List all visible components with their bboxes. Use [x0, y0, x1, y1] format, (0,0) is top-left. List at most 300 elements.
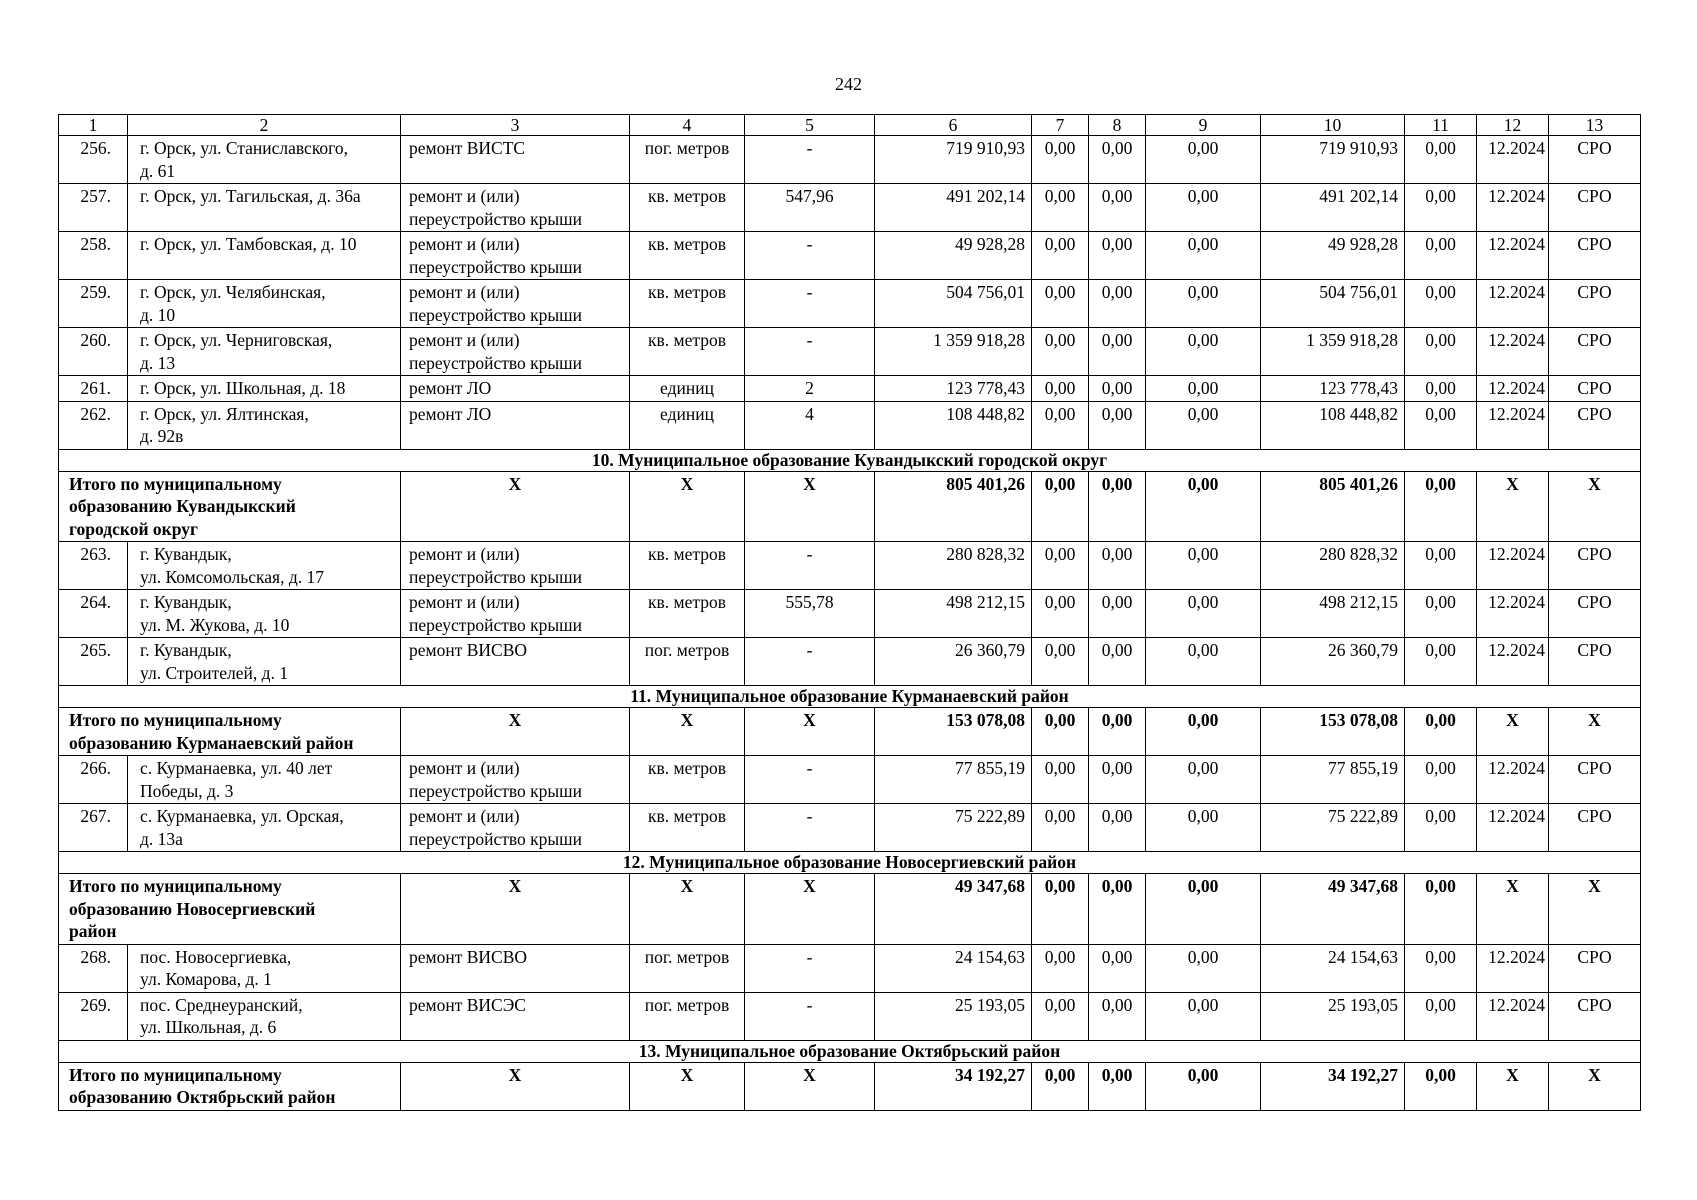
value-cell: 498 212,15	[1261, 590, 1405, 638]
value-cell: 0,00	[1405, 280, 1477, 328]
address	[128, 328, 401, 376]
value-cell: 0,00	[1032, 804, 1089, 852]
value-cell: 0,00	[1405, 638, 1477, 686]
x-mark: Х	[745, 708, 875, 756]
work-type-line: переустройство крыши	[409, 304, 582, 325]
value-cell: 0,00	[1032, 376, 1089, 402]
x-mark: Х	[1477, 874, 1549, 945]
table-row	[59, 992, 1641, 1040]
x-mark: Х	[630, 1062, 745, 1110]
row-number: 263.	[59, 542, 128, 590]
repair-method: СРО	[1549, 542, 1641, 590]
completion-date: 12.2024	[1477, 542, 1549, 590]
value-cell: 0,00	[1089, 136, 1146, 184]
address-line: д. 10	[140, 304, 176, 325]
value-cell: 0,00	[1089, 376, 1146, 402]
unit: пог. метров	[630, 136, 745, 184]
section-header-row	[59, 852, 1641, 874]
completion-date: 12.2024	[1477, 136, 1549, 184]
value-cell: 108 448,82	[1261, 401, 1405, 449]
value-cell: 34 192,27	[1261, 1062, 1405, 1110]
row-number: 269.	[59, 992, 128, 1040]
unit: кв. метров	[630, 232, 745, 280]
repair-method: СРО	[1549, 992, 1641, 1040]
value-cell: 75 222,89	[1261, 804, 1405, 852]
total-cost: 49 928,28	[875, 232, 1032, 280]
work-type	[401, 590, 630, 638]
value-cell: 0,00	[1146, 376, 1261, 402]
address-line: Победы, д. 3	[140, 780, 234, 801]
work-type-line: ремонт и (или)	[409, 234, 520, 254]
subtotal-label-line: образованию Новосергиевский	[69, 898, 316, 919]
table-row	[59, 542, 1641, 590]
x-mark: Х	[630, 471, 745, 542]
value-cell: 153 078,08	[1261, 708, 1405, 756]
value-cell: 0,00	[1089, 1062, 1146, 1110]
value-cell: 24 154,63	[1261, 944, 1405, 992]
value-cell: 0,00	[1089, 708, 1146, 756]
address-line: г. Орск, ул. Черниговская,	[140, 330, 333, 350]
subtotal-label-line: образованию Курманаевский район	[69, 732, 354, 753]
table-row	[59, 756, 1641, 804]
address	[128, 232, 401, 280]
subtotal-row	[59, 874, 1641, 945]
section-title: 13. Муниципальное образование Октябрьский район	[59, 1040, 1641, 1062]
column-header: 4	[630, 115, 745, 136]
subtotal-label-line: район	[69, 921, 117, 941]
value-cell: 49 928,28	[1261, 232, 1405, 280]
completion-date: 12.2024	[1477, 280, 1549, 328]
address-line: ул. М. Жукова, д. 10	[140, 614, 290, 635]
completion-date: 12.2024	[1477, 376, 1549, 402]
completion-date: 12.2024	[1477, 232, 1549, 280]
value-cell: 0,00	[1146, 136, 1261, 184]
value-cell: 0,00	[1146, 874, 1261, 945]
work-type	[401, 184, 630, 232]
column-header: 13	[1549, 115, 1641, 136]
total-cost: 25 193,05	[875, 992, 1032, 1040]
row-number: 259.	[59, 280, 128, 328]
quantity: -	[745, 756, 875, 804]
value-cell: 0,00	[1146, 804, 1261, 852]
table-row	[59, 944, 1641, 992]
value-cell: 0,00	[1089, 328, 1146, 376]
value-cell: 0,00	[1032, 638, 1089, 686]
work-type-line: переустройство крыши	[409, 614, 582, 635]
quantity: 547,96	[745, 184, 875, 232]
subtotal-label-line: Итого по муниципальному	[69, 876, 282, 896]
work-type-line: ремонт ЛО	[409, 378, 492, 398]
value-cell: 719 910,93	[1261, 136, 1405, 184]
column-header: 10	[1261, 115, 1405, 136]
quantity: -	[745, 992, 875, 1040]
table-row	[59, 376, 1641, 402]
value-cell: 0,00	[1089, 401, 1146, 449]
quantity: -	[745, 944, 875, 992]
repair-method: СРО	[1549, 401, 1641, 449]
value-cell: 0,00	[1146, 328, 1261, 376]
work-type-line: переустройство крыши	[409, 208, 582, 229]
section-header-row	[59, 449, 1641, 471]
x-mark: Х	[1477, 708, 1549, 756]
total-cost: 1 359 918,28	[875, 328, 1032, 376]
value-cell: 0,00	[1089, 184, 1146, 232]
address-line: д. 61	[140, 160, 176, 181]
value-cell: 0,00	[1089, 471, 1146, 542]
work-type-line: переустройство крыши	[409, 828, 582, 849]
work-type	[401, 136, 630, 184]
value-cell: 1 359 918,28	[1261, 328, 1405, 376]
address-line: г. Орск, ул. Тагильская, д. 36а	[140, 186, 361, 206]
work-type-line: ремонт и (или)	[409, 282, 520, 302]
value-cell: 0,00	[1032, 708, 1089, 756]
value-cell: 0,00	[1032, 232, 1089, 280]
unit: единиц	[630, 401, 745, 449]
value-cell: 491 202,14	[1261, 184, 1405, 232]
column-header: 11	[1405, 115, 1477, 136]
value-cell: 0,00	[1089, 992, 1146, 1040]
column-header: 3	[401, 115, 630, 136]
section-title: 11. Муниципальное образование Курманаевский район	[59, 686, 1641, 708]
value-cell: 0,00	[1032, 590, 1089, 638]
row-number: 261.	[59, 376, 128, 402]
column-header: 9	[1146, 115, 1261, 136]
work-type	[401, 756, 630, 804]
address	[128, 136, 401, 184]
row-number: 256.	[59, 136, 128, 184]
work-type-line: ремонт ЛО	[409, 403, 492, 424]
value-cell: 0,00	[1032, 992, 1089, 1040]
repair-method: СРО	[1549, 328, 1641, 376]
value-cell: 0,00	[1405, 471, 1477, 542]
unit: кв. метров	[630, 804, 745, 852]
address-line: ул. Школьная, д. 6	[140, 1017, 277, 1037]
subtotal-label-line: образованию Кувандыкский	[69, 496, 296, 516]
row-number: 260.	[59, 328, 128, 376]
x-mark: Х	[1477, 1062, 1549, 1110]
work-type-line: ремонт и (или)	[409, 592, 520, 612]
value-cell: 0,00	[1089, 874, 1146, 945]
value-cell: 0,00	[1032, 471, 1089, 542]
address-line: с. Курманаевка, ул. 40 лет	[140, 758, 333, 778]
total-cost: 108 448,82	[875, 401, 1032, 449]
table-row	[59, 232, 1641, 280]
x-mark: Х	[745, 874, 875, 945]
quantity: -	[745, 804, 875, 852]
section-header-row	[59, 1040, 1641, 1062]
work-type-line: ремонт и (или)	[409, 544, 520, 564]
x-mark: Х	[401, 708, 630, 756]
total-cost: 77 855,19	[875, 756, 1032, 804]
work-type-line: переустройство крыши	[409, 566, 582, 587]
value-cell: 0,00	[1405, 1062, 1477, 1110]
column-header: 6	[875, 115, 1032, 136]
value-cell: 0,00	[1405, 542, 1477, 590]
quantity: -	[745, 280, 875, 328]
address-line: д. 92в	[140, 426, 184, 446]
unit: кв. метров	[630, 328, 745, 376]
address-line: пос. Среднеуранский,	[140, 994, 303, 1015]
page-number: 242	[835, 74, 862, 94]
total-cost: 719 910,93	[875, 136, 1032, 184]
work-type	[401, 542, 630, 590]
value-cell: 0,00	[1146, 471, 1261, 542]
address-line: г. Кувандык,	[140, 544, 232, 564]
value-cell: 805 401,26	[1261, 471, 1405, 542]
value-cell: 504 756,01	[1261, 280, 1405, 328]
quantity: -	[745, 328, 875, 376]
unit: кв. метров	[630, 756, 745, 804]
subtotal-row	[59, 708, 1641, 756]
table-row	[59, 184, 1641, 232]
work-type-line: переустройство крыши	[409, 256, 582, 277]
value-cell: 0,00	[1089, 232, 1146, 280]
x-mark: Х	[745, 471, 875, 542]
value-cell: 0,00	[1032, 1062, 1089, 1110]
value-cell: 0,00	[1032, 184, 1089, 232]
total-cost: 280 828,32	[875, 542, 1032, 590]
repair-method: СРО	[1549, 756, 1641, 804]
work-type-line: ремонт ВИСВО	[409, 640, 528, 660]
address-line: г. Орск, ул. Школьная, д. 18	[140, 378, 346, 398]
value-cell: 0,00	[1146, 542, 1261, 590]
column-header: 5	[745, 115, 875, 136]
table-row	[59, 638, 1641, 686]
work-type-line: ремонт и (или)	[409, 186, 520, 206]
total-cost: 26 360,79	[875, 638, 1032, 686]
address	[128, 542, 401, 590]
table-row	[59, 590, 1641, 638]
value-cell: 0,00	[1405, 804, 1477, 852]
address-line: д. 13а	[140, 828, 183, 849]
row-number: 257.	[59, 184, 128, 232]
total-cost: 491 202,14	[875, 184, 1032, 232]
value-cell: 0,00	[1032, 136, 1089, 184]
total-cost: 75 222,89	[875, 804, 1032, 852]
column-header: 8	[1089, 115, 1146, 136]
work-type-line: ремонт ВИСЭС	[409, 994, 526, 1015]
repair-method: СРО	[1549, 804, 1641, 852]
quantity: -	[745, 136, 875, 184]
value-cell: 0,00	[1032, 542, 1089, 590]
repair-method: СРО	[1549, 944, 1641, 992]
value-cell: 0,00	[1032, 401, 1089, 449]
quantity: 555,78	[745, 590, 875, 638]
table-row	[59, 804, 1641, 852]
value-cell: 0,00	[1146, 401, 1261, 449]
address	[128, 638, 401, 686]
subtotal-row	[59, 1062, 1641, 1110]
column-header: 1	[59, 115, 128, 136]
value-cell: 0,00	[1405, 756, 1477, 804]
value-cell: 0,00	[1405, 232, 1477, 280]
subtotal-label-line: городской округ	[69, 518, 198, 539]
completion-date: 12.2024	[1477, 328, 1549, 376]
subtotal-label	[59, 708, 401, 756]
value-cell: 0,00	[1405, 708, 1477, 756]
unit: единиц	[630, 376, 745, 402]
subtotal-label-line: Итого по муниципальному	[69, 710, 282, 730]
repair-method: СРО	[1549, 376, 1641, 402]
table-row	[59, 280, 1641, 328]
total-cost: 805 401,26	[875, 471, 1032, 542]
value-cell: 0,00	[1089, 590, 1146, 638]
section-header-row	[59, 686, 1641, 708]
table-row	[59, 401, 1641, 449]
value-cell: 0,00	[1032, 328, 1089, 376]
completion-date: 12.2024	[1477, 804, 1549, 852]
x-mark: Х	[401, 874, 630, 945]
section-title: 12. Муниципальное образование Новосергиевский район	[59, 852, 1641, 874]
value-cell: 0,00	[1146, 756, 1261, 804]
x-mark: Х	[1477, 471, 1549, 542]
value-cell: 123 778,43	[1261, 376, 1405, 402]
completion-date: 12.2024	[1477, 184, 1549, 232]
address	[128, 804, 401, 852]
work-type	[401, 992, 630, 1040]
subtotal-label	[59, 471, 401, 542]
work-type	[401, 804, 630, 852]
value-cell: 25 193,05	[1261, 992, 1405, 1040]
subtotal-row	[59, 471, 1641, 542]
subtotal-label-line: Итого по муниципальному	[69, 473, 282, 494]
value-cell: 0,00	[1089, 944, 1146, 992]
repair-method: СРО	[1549, 184, 1641, 232]
work-type	[401, 376, 630, 402]
value-cell: 0,00	[1146, 708, 1261, 756]
value-cell: 0,00	[1089, 638, 1146, 686]
total-cost: 34 192,27	[875, 1062, 1032, 1110]
value-cell: 0,00	[1146, 638, 1261, 686]
unit: пог. метров	[630, 944, 745, 992]
address-line: г. Орск, ул. Станиславского,	[140, 138, 349, 158]
unit: кв. метров	[630, 184, 745, 232]
work-type-line: ремонт ВИСВО	[409, 946, 528, 967]
value-cell: 0,00	[1032, 874, 1089, 945]
table-row	[59, 136, 1641, 184]
value-cell: 0,00	[1032, 944, 1089, 992]
completion-date: 12.2024	[1477, 590, 1549, 638]
value-cell: 0,00	[1146, 184, 1261, 232]
column-header: 2	[128, 115, 401, 136]
repair-method: СРО	[1549, 590, 1641, 638]
subtotal-label	[59, 874, 401, 945]
unit: пог. метров	[630, 992, 745, 1040]
quantity: 4	[745, 401, 875, 449]
value-cell: 0,00	[1089, 542, 1146, 590]
row-number: 268.	[59, 944, 128, 992]
x-mark: Х	[1549, 874, 1641, 945]
value-cell: 26 360,79	[1261, 638, 1405, 686]
value-cell: 49 347,68	[1261, 874, 1405, 945]
value-cell: 0,00	[1405, 184, 1477, 232]
value-cell: 0,00	[1089, 280, 1146, 328]
value-cell: 280 828,32	[1261, 542, 1405, 590]
value-cell: 0,00	[1146, 992, 1261, 1040]
address-line: г. Орск, ул. Челябинская,	[140, 282, 326, 302]
address-line: с. Курманаевка, ул. Орская,	[140, 806, 344, 826]
completion-date: 12.2024	[1477, 992, 1549, 1040]
quantity: -	[745, 638, 875, 686]
value-cell: 0,00	[1089, 756, 1146, 804]
subtotal-label-line: образованию Октябрьский район	[69, 1087, 336, 1107]
work-type-line: ремонт и (или)	[409, 330, 520, 350]
x-mark: Х	[1549, 1062, 1641, 1110]
address	[128, 280, 401, 328]
address-line: г. Орск, ул. Тамбовская, д. 10	[140, 234, 357, 254]
value-cell: 0,00	[1146, 280, 1261, 328]
value-cell: 0,00	[1405, 590, 1477, 638]
address-line: пос. Новосергиевка,	[140, 946, 292, 967]
unit: кв. метров	[630, 590, 745, 638]
value-cell: 0,00	[1146, 232, 1261, 280]
address	[128, 590, 401, 638]
work-type	[401, 328, 630, 376]
total-cost: 123 778,43	[875, 376, 1032, 402]
address-line: ул. Строителей, д. 1	[140, 662, 289, 683]
completion-date: 12.2024	[1477, 638, 1549, 686]
address	[128, 376, 401, 402]
repair-method: СРО	[1549, 280, 1641, 328]
completion-date: 12.2024	[1477, 401, 1549, 449]
address-line: ул. Комсомольская, д. 17	[140, 566, 324, 587]
address	[128, 992, 401, 1040]
capital-repair-table	[58, 114, 1641, 1111]
total-cost: 24 154,63	[875, 944, 1032, 992]
value-cell: 0,00	[1089, 804, 1146, 852]
total-cost: 504 756,01	[875, 280, 1032, 328]
work-type-line: переустройство крыши	[409, 352, 582, 373]
value-cell: 0,00	[1405, 136, 1477, 184]
subtotal-label	[59, 1062, 401, 1110]
address	[128, 401, 401, 449]
address-line: г. Кувандык,	[140, 592, 232, 612]
work-type-line: ремонт ВИСТС	[409, 138, 526, 158]
address	[128, 184, 401, 232]
total-cost: 498 212,15	[875, 590, 1032, 638]
unit: кв. метров	[630, 280, 745, 328]
value-cell: 0,00	[1405, 401, 1477, 449]
subtotal-label-line: Итого по муниципальному	[69, 1064, 282, 1085]
x-mark: Х	[401, 471, 630, 542]
x-mark: Х	[1549, 471, 1641, 542]
row-number: 266.	[59, 756, 128, 804]
value-cell: 0,00	[1146, 1062, 1261, 1110]
address-line: ул. Комарова, д. 1	[140, 969, 272, 989]
value-cell: 0,00	[1405, 874, 1477, 945]
x-mark: Х	[630, 708, 745, 756]
x-mark: Х	[745, 1062, 875, 1110]
work-type	[401, 232, 630, 280]
address-line: г. Кувандык,	[140, 640, 232, 660]
unit: кв. метров	[630, 542, 745, 590]
work-type	[401, 944, 630, 992]
completion-date: 12.2024	[1477, 756, 1549, 804]
value-cell: 0,00	[1032, 280, 1089, 328]
address	[128, 756, 401, 804]
x-mark: Х	[1549, 708, 1641, 756]
address-line: д. 13	[140, 352, 176, 373]
row-number: 262.	[59, 401, 128, 449]
table-body	[59, 115, 1641, 1111]
work-type	[401, 280, 630, 328]
value-cell: 0,00	[1032, 756, 1089, 804]
quantity: -	[745, 232, 875, 280]
column-header: 7	[1032, 115, 1089, 136]
row-number: 267.	[59, 804, 128, 852]
value-cell: 0,00	[1405, 992, 1477, 1040]
value-cell: 0,00	[1405, 376, 1477, 402]
